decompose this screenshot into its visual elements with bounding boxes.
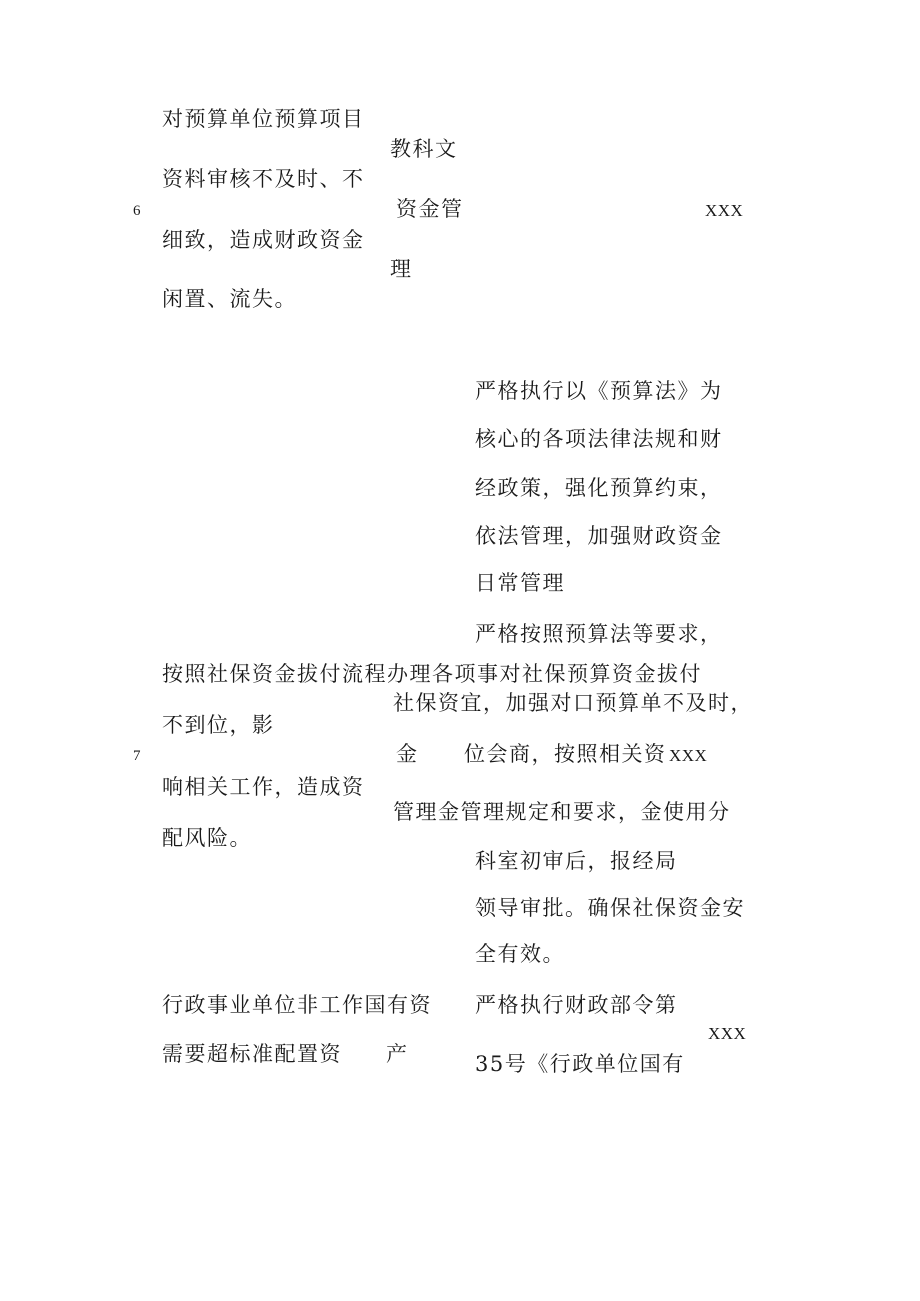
row7-risk-a: 不到位，影	[162, 713, 275, 737]
row8-risk-line-2: 需要超标准配置资	[162, 1042, 342, 1066]
row6-risk-line-3: 细致，造成财政资金	[162, 228, 365, 252]
measure-line-4: 依法管理，加强财政资金	[475, 524, 723, 548]
row6-risk-line-1: 对预算单位预算项目	[162, 107, 365, 131]
row6-number: 6	[133, 203, 141, 219]
row7-mid-line-2b: 位会商，按照相关资	[464, 742, 667, 766]
row7-line-1: 按照社保资金拔付流程办理各项事对社保预算资金拔付	[162, 662, 702, 686]
row7-number: 7	[133, 748, 141, 764]
row8-measure-line-2: 35号《行政单位国有	[475, 1052, 685, 1076]
row7-risk-b: 响相关工作，造成资	[162, 775, 365, 799]
row8-risk-line-1: 行政事业单位非工作国有资	[162, 993, 432, 1017]
row7-tail-line-2: 领导审批。确保社保资金安	[475, 896, 745, 920]
row6-dept-line-3: 理	[390, 257, 413, 281]
row7-tail-line-1: 科室初审后，报经局	[475, 849, 678, 873]
row7-mid-line-1: 社保资宜，加强对口预算单不及时，	[393, 691, 753, 715]
row7-tail-line-3: 全有效。	[475, 942, 565, 966]
measure-line-3: 经政策，强化预算约束，	[475, 476, 723, 500]
row7-mid-line-3: 管理金管理规定和要求，金使用分	[393, 800, 731, 824]
row8-dept-line-2: 产	[386, 1042, 409, 1066]
row6-risk-line-2: 资料审核不及时、不	[162, 167, 365, 191]
row8-measure-line-1: 严格执行财政部令第	[475, 993, 678, 1017]
row7-risk-c: 配风险。	[162, 826, 252, 850]
measure-line-2: 核心的各项法律法规和财	[475, 427, 723, 451]
row6-owner: XXX	[705, 201, 744, 220]
row7-mid-line-2a: 金	[396, 742, 419, 766]
row7-owner: XXX	[669, 746, 708, 765]
measure-line-5: 日常管理	[475, 571, 565, 595]
measure-line-1: 严格执行以《预算法》为	[475, 379, 723, 403]
row6-risk-line-4: 闲置、流失。	[162, 287, 297, 311]
row6-dept-line-1: 教科文	[390, 137, 458, 161]
row8-clipped-line	[0, 1045, 920, 1085]
row6-dept-line-2: 资金管	[396, 197, 464, 221]
measure-line-6: 严格按照预算法等要求，	[475, 622, 723, 646]
row8-owner: XXX	[708, 1024, 747, 1043]
